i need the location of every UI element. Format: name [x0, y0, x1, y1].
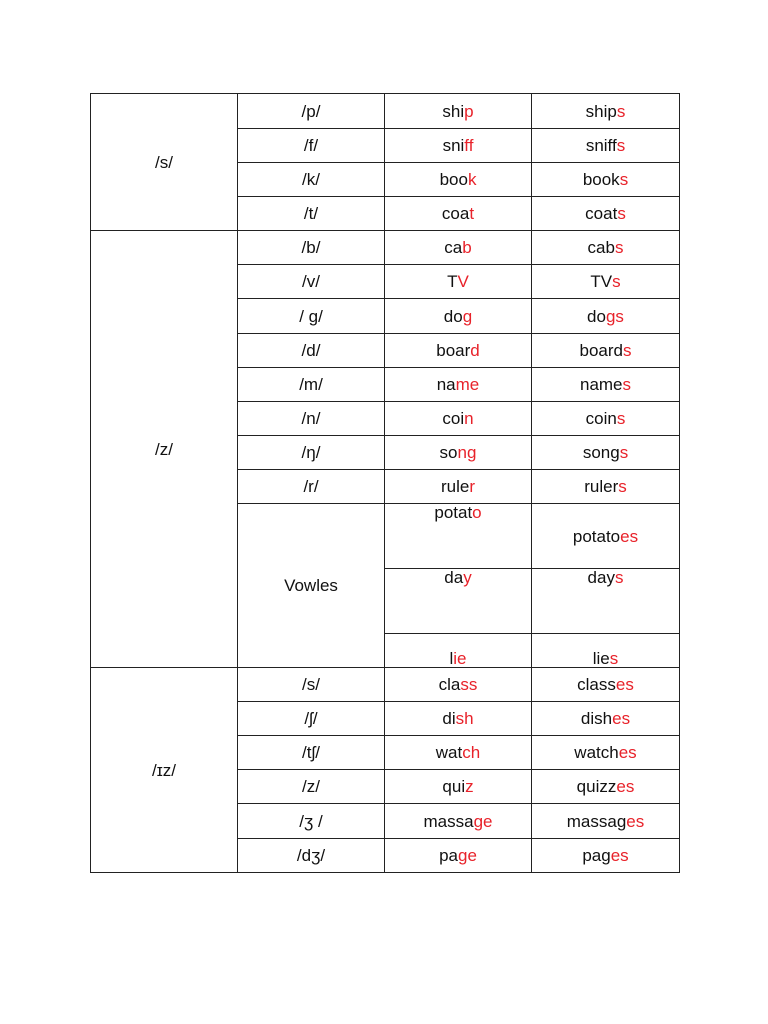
word-cell: ruler [385, 470, 532, 504]
plural-cell: watches [532, 736, 680, 770]
plural-cell: boards [532, 334, 680, 368]
plural-cell: sniffs [532, 129, 680, 163]
plural-cell: TVs [532, 265, 680, 299]
sound-cell: /d/ [238, 334, 385, 368]
sound-cell: /s/ [238, 668, 385, 702]
word-cell: day [385, 569, 532, 634]
sound-cell: /f/ [238, 129, 385, 163]
plural-cell: lies [532, 634, 680, 668]
sound-cell: /tʃ/ [238, 736, 385, 770]
group-label-iz: /ɪz/ [91, 668, 238, 873]
sound-cell: /v/ [238, 265, 385, 299]
word-cell: massage [385, 804, 532, 839]
sound-cell: /ŋ/ [238, 436, 385, 470]
plural-cell: coins [532, 402, 680, 436]
sound-cell: /dʒ/ [238, 839, 385, 873]
sound-cell: /r/ [238, 470, 385, 504]
table-row [91, 668, 680, 702]
sound-cell: /n/ [238, 402, 385, 436]
word-cell: dish [385, 702, 532, 736]
word-cell: class [385, 668, 532, 702]
word-cell: watch [385, 736, 532, 770]
plural-cell: quizzes [532, 770, 680, 804]
word-cell: dog [385, 299, 532, 334]
word-cell: name [385, 368, 532, 402]
plural-cell: pages [532, 839, 680, 873]
vowels-label: Vowles [238, 504, 385, 668]
group-label-z: /z/ [91, 231, 238, 668]
sound-cell: /p/ [238, 94, 385, 129]
plural-cell: names [532, 368, 680, 402]
sound-cell: /z/ [238, 770, 385, 804]
plural-cell: rulers [532, 470, 680, 504]
table-row [91, 94, 680, 129]
plural-cell: massages [532, 804, 680, 839]
word-cell: book [385, 163, 532, 197]
group-label-s: /s/ [91, 94, 238, 231]
sound-cell: /ʒ / [238, 804, 385, 839]
plural-cell: songs [532, 436, 680, 470]
word-cell: potato [385, 504, 532, 569]
word-cell: sniff [385, 129, 532, 163]
sound-cell: /t/ [238, 197, 385, 231]
sound-cell: /m/ [238, 368, 385, 402]
word-cell: quiz [385, 770, 532, 804]
word-cell: TV [385, 265, 532, 299]
word-cell: coin [385, 402, 532, 436]
word-cell: page [385, 839, 532, 873]
sound-cell: / ɡ/ [238, 299, 385, 334]
plural-cell: potatoes [532, 504, 680, 569]
plural-pronunciation-table [90, 93, 680, 873]
word-cell: cab [385, 231, 532, 265]
plural-cell: books [532, 163, 680, 197]
table-row [91, 231, 680, 265]
word-cell: lie [385, 634, 532, 668]
sound-cell: /b/ [238, 231, 385, 265]
sound-cell: /k/ [238, 163, 385, 197]
plural-cell: cabs [532, 231, 680, 265]
word-cell: coat [385, 197, 532, 231]
plural-cell: ships [532, 94, 680, 129]
word-cell: ship [385, 94, 532, 129]
plural-cell: dishes [532, 702, 680, 736]
sound-cell: /ʃ/ [238, 702, 385, 736]
plural-cell: coats [532, 197, 680, 231]
word-cell: board [385, 334, 532, 368]
plural-cell: days [532, 569, 680, 634]
plural-cell: dogs [532, 299, 680, 334]
plural-cell: classes [532, 668, 680, 702]
word-cell: song [385, 436, 532, 470]
